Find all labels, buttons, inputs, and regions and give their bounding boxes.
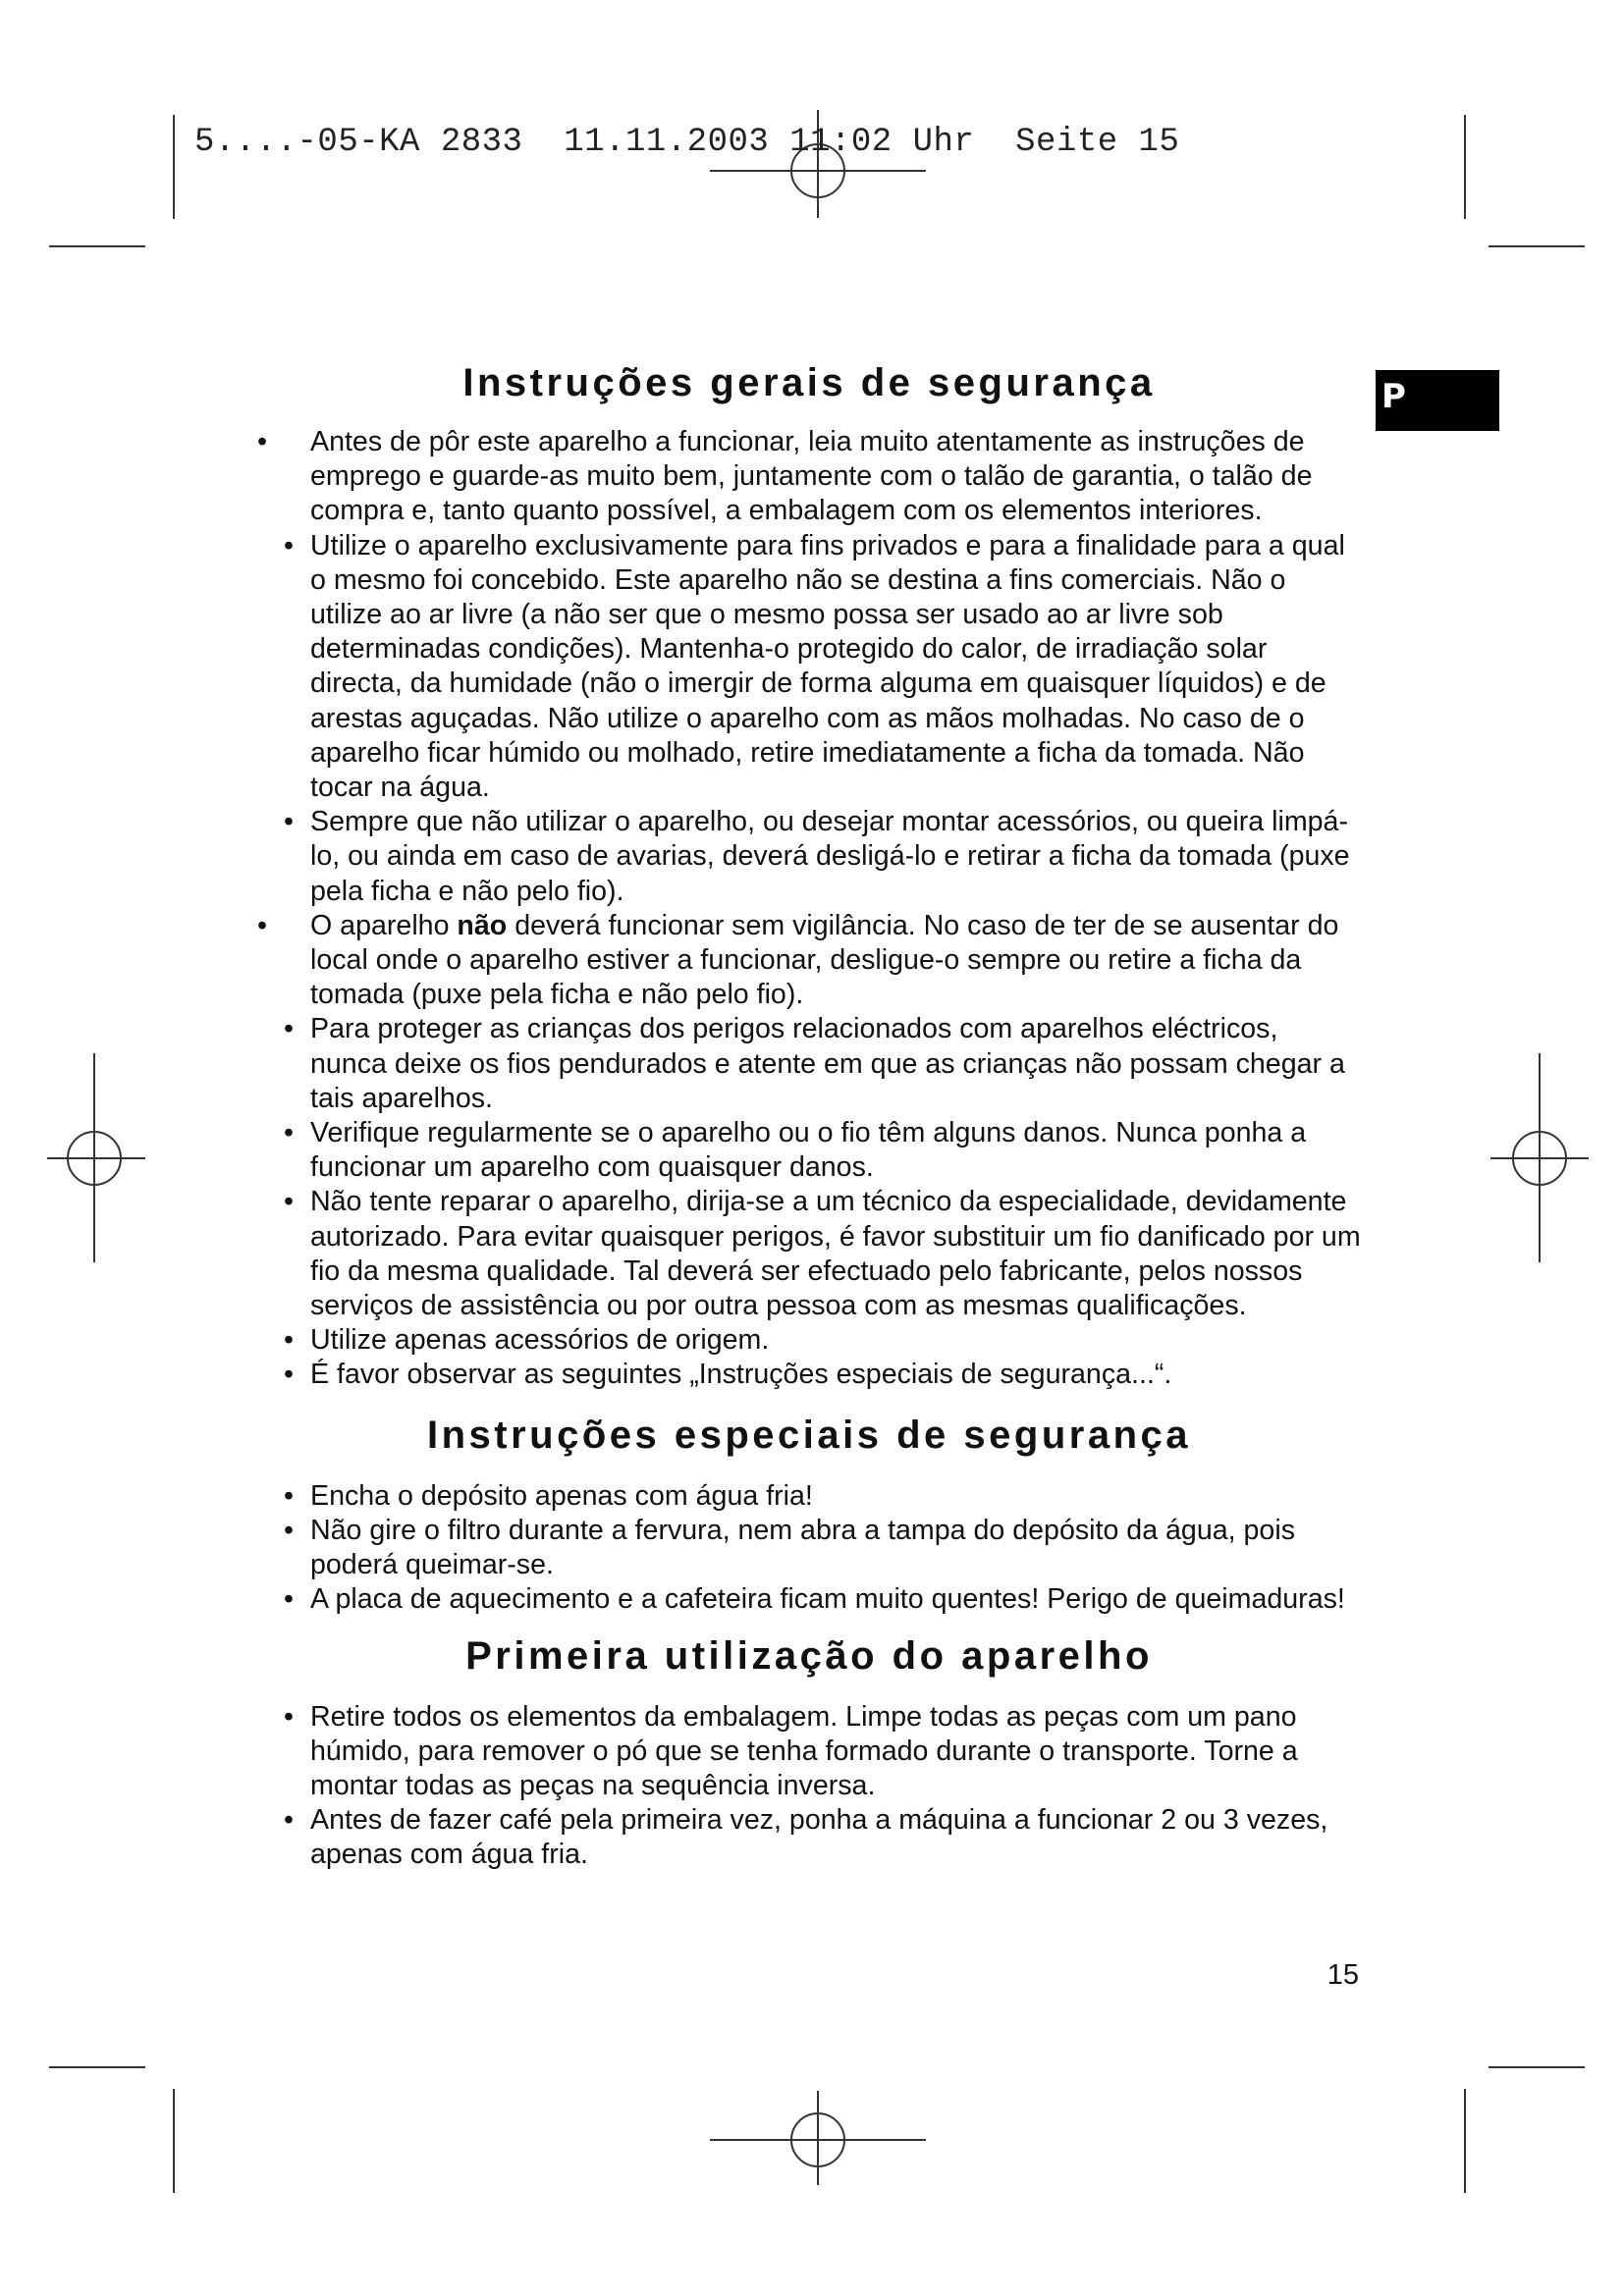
- list-item: [257, 1323, 1361, 1358]
- bullet-icon: •: [284, 806, 295, 838]
- list-item-text: Antes de fazer café pela primeira vez, ponha a máquina a funcionar 2 ou 3 vezes, apenas com água fria.: [310, 1804, 1328, 1871]
- list-item-text: Verifique regularmente se o aparelho ou o fio têm alguns danos. Nunca ponha a funcionar um aparelho com quaisquer danos.: [310, 1117, 1307, 1184]
- registration-mark-left: [47, 1053, 145, 1262]
- registration-mark-bottom: [710, 2091, 926, 2185]
- section-title: Instruções especiais de segurança: [426, 1413, 1192, 1457]
- list-item-text: Utilize apenas acessórios de origem.: [310, 1324, 770, 1357]
- bullet-icon: •: [284, 1186, 295, 1218]
- bullet-list: [257, 425, 1361, 1393]
- list-item: [257, 805, 1361, 909]
- list-item: [257, 1185, 1361, 1323]
- list-item: [257, 425, 1361, 529]
- bullet-icon: •: [284, 1514, 295, 1546]
- list-item: [257, 1514, 1361, 1582]
- list-item: [257, 529, 1361, 806]
- list-item: [257, 1116, 1361, 1185]
- language-tab: P: [1376, 370, 1499, 431]
- list-item-text: Antes de pôr este aparelho a funcionar, leia muito atentamente as instruções de emprego e guarde-as muito bem, juntamente com o talão de garantia, o talão de compra e, tanto quanto possível, a embalagem com os elementos interiores.: [310, 426, 1313, 527]
- page-number: 15: [1326, 1959, 1359, 1991]
- list-item-text: O aparelho: [310, 909, 458, 941]
- bullet-icon: •: [284, 1359, 295, 1391]
- section-title: Instruções gerais de segurança: [462, 361, 1156, 404]
- list-item-text: Não tente reparar o aparelho, dirija-se a um técnico da especialidade, devidamente autorizado. Para evitar quaisquer perigos, é favor substituir um fio danificado por um fio da mesma qualidade. Tal deverá ser efectuado pelo fabricante, pelos nossos serviços de assistência ou por outra pessoa com as mesmas qualificações.: [310, 1186, 1361, 1322]
- section-title: Primeira utilização do aparelho: [465, 1633, 1153, 1678]
- bullet-icon: •: [284, 1700, 295, 1733]
- registration-mark-right: [1490, 1053, 1589, 1262]
- bullet-icon: •: [257, 426, 268, 457]
- list-item: [257, 1012, 1361, 1116]
- list-item-text: É favor observar as seguintes „Instruções especiais de segurança...“.: [310, 1359, 1172, 1391]
- bullet-icon: •: [284, 1324, 295, 1357]
- list-item-text: Encha o depósito apenas com água fria!: [310, 1479, 813, 1512]
- list-item-text: Para proteger as crianças dos perigos relacionados com aparelhos eléctricos, nunca deixe os fios pendurados e atente em que as crianças não possam chegar a tais aparelhos.: [310, 1013, 1345, 1114]
- bullet-list: [257, 1479, 1361, 1618]
- list-item: [257, 1803, 1361, 1872]
- bullet-icon: •: [284, 1013, 295, 1045]
- bullet-icon: •: [284, 1804, 295, 1837]
- list-item-text: A placa de aquecimento e a cafeteira ficam muito quentes! Perigo de queimaduras!: [310, 1583, 1345, 1616]
- bullet-list: [257, 1700, 1361, 1873]
- list-item: [257, 1582, 1361, 1617]
- list-item-text: Não gire o filtro durante a fervura, nem abra a tampa do depósito da água, pois poderá queimar-se.: [310, 1514, 1295, 1581]
- emphasis-text: não: [457, 909, 508, 941]
- list-item: [257, 1479, 1361, 1514]
- bullet-icon: •: [284, 1583, 295, 1616]
- bullet-icon: •: [284, 529, 295, 561]
- bullet-icon: •: [284, 1117, 295, 1149]
- bullet-icon: •: [257, 909, 268, 941]
- list-item-text: Sempre que não utilizar o aparelho, ou desejar montar acessórios, ou queira limpá-lo, ou ainda em caso de avarias, deverá desligá-lo e retirar a ficha da tomada (puxe pela ficha e não pelo fio).: [310, 806, 1350, 907]
- list-item: [257, 1700, 1361, 1804]
- print-header: 5....-05-KA 2833 11.11.2003 11:02 Uhr Seite 15: [194, 124, 1180, 161]
- list-item: [257, 909, 1361, 1013]
- list-item-text: Utilize o aparelho exclusivamente para fins privados e para a finalidade para a qual o mesmo foi concebido. Este aparelho não se destina a fins comerciais. Não o utilize ao ar livre (a não ser que o mesmo possa ser usado ao ar livre sob determinadas condições). Mantenha-o protegido do calor, de irradiação solar directa, da humidade (não o imergir de forma alguma em quaisquer líquidos) e de arestas aguçadas. Não utilize o aparelho com as mãos molhadas. No caso de o aparelho ficar húmido ou molhado, retire imediatamente a ficha da tomada. Não tocar na água.: [310, 529, 1345, 804]
- list-item-text: Retire todos os elementos da embalagem. Limpe todas as peças com um pano húmido, para remover o pó que se tenha formado durante o transporte. Torne a montar todas as peças na sequência inversa.: [310, 1700, 1298, 1801]
- bullet-icon: •: [284, 1479, 295, 1512]
- list-item: [257, 1358, 1361, 1392]
- list-item-text: deverá funcionar sem vigilância. No caso de ter de se ausentar do local onde o aparelho estiver a funcionar, desligue-o sempre ou retire a ficha da tomada (puxe pela ficha e não pelo fio).: [310, 909, 1339, 1011]
- page-content: [257, 358, 1361, 1873]
